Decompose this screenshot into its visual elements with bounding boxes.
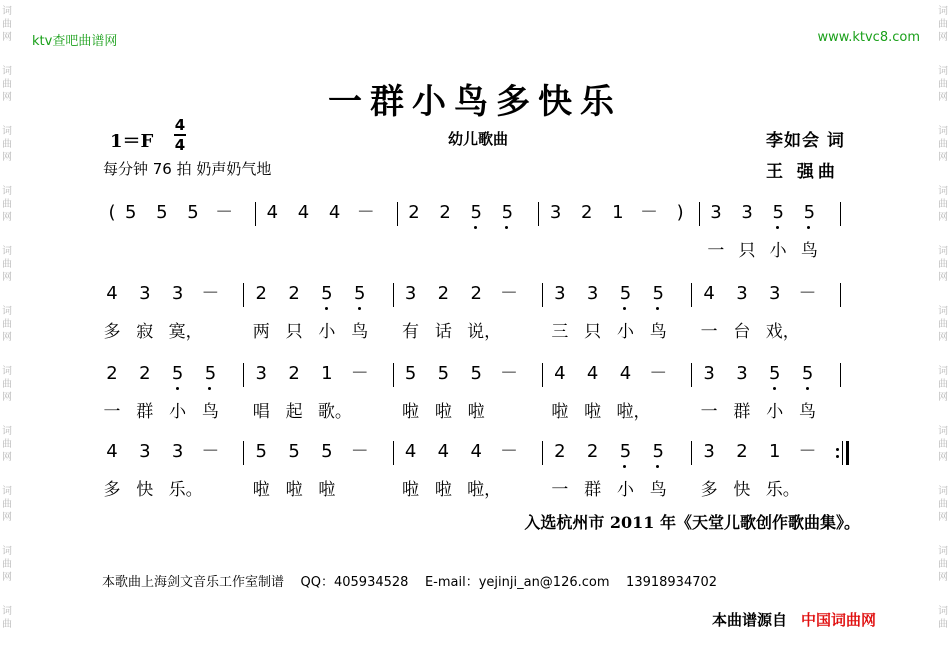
watermark-char: 网 bbox=[938, 452, 948, 463]
watermark-char: 词 bbox=[2, 366, 12, 377]
low-octave-dot bbox=[623, 307, 626, 310]
note: 2 bbox=[255, 283, 267, 304]
watermark-char: 曲 bbox=[938, 499, 948, 510]
lyric-char: 小 bbox=[769, 241, 787, 261]
score-row bbox=[0, 283, 950, 343]
watermark-char: 曲 bbox=[2, 499, 12, 510]
composer-credit: 王 强曲 bbox=[766, 162, 839, 182]
watermark-char: 网 bbox=[2, 212, 12, 223]
score-row bbox=[0, 363, 950, 423]
lyric-char: 戏， bbox=[765, 322, 800, 342]
lyric-char: 啦 bbox=[318, 480, 336, 500]
note: 3 bbox=[769, 283, 781, 304]
lyric-char: 鸟 bbox=[649, 480, 667, 500]
tempo-marking: 每分钟 76 拍 奶声奶气地 bbox=[103, 160, 272, 178]
note: 5 bbox=[797, 202, 821, 224]
key-signature: 1＝F bbox=[110, 131, 154, 152]
watermark-char: 曲 bbox=[2, 199, 12, 210]
note: 3 bbox=[554, 283, 566, 304]
score-row bbox=[0, 441, 950, 501]
note: 1 bbox=[769, 441, 781, 462]
note: 5 bbox=[495, 202, 519, 224]
lyric-char: 台 bbox=[733, 322, 751, 342]
lyric-char: 两 bbox=[252, 322, 270, 342]
note: 2 bbox=[736, 441, 748, 462]
watermark-char: 曲 bbox=[938, 619, 948, 630]
watermark-char: 词 bbox=[938, 306, 948, 317]
lyric-char: 鸟 bbox=[649, 322, 667, 342]
lyric-char: 只 bbox=[285, 322, 303, 342]
note: 4 bbox=[404, 441, 417, 462]
watermark-char: 曲 bbox=[938, 319, 948, 330]
note: 5 bbox=[315, 283, 339, 305]
dash-extension: － bbox=[350, 441, 369, 462]
lyric-char: 啦 bbox=[584, 402, 602, 422]
watermark-char: 网 bbox=[2, 92, 12, 103]
note: 5 bbox=[470, 363, 482, 384]
note: 3 bbox=[741, 202, 753, 223]
watermark-char: 曲 bbox=[938, 139, 948, 150]
time-signature-top: 4 bbox=[174, 116, 186, 134]
barline bbox=[243, 441, 244, 465]
lyric-char: 小 bbox=[318, 322, 336, 342]
note: 2 bbox=[288, 363, 300, 384]
lyric-char: 一 bbox=[103, 402, 121, 422]
lyric-char: 寂 bbox=[136, 322, 154, 342]
barline bbox=[840, 363, 841, 387]
lyric-char: 小 bbox=[616, 322, 634, 342]
note: 2 bbox=[288, 283, 300, 304]
source-brand[interactable]: 中国词曲网 bbox=[801, 611, 877, 629]
watermark-char: 网 bbox=[2, 452, 12, 463]
watermark-char: 词 bbox=[2, 66, 12, 77]
note: 4 bbox=[106, 441, 118, 462]
watermark-char: 网 bbox=[2, 152, 12, 163]
watermark-char: 词 bbox=[2, 186, 12, 197]
note: 2 bbox=[139, 363, 151, 384]
lyric-char: 乐。 bbox=[765, 480, 800, 500]
watermark-char: 词 bbox=[938, 426, 948, 437]
watermark-char: 词 bbox=[2, 546, 12, 557]
note: 5 bbox=[187, 202, 199, 223]
note: 5 bbox=[288, 441, 300, 462]
note: 2 bbox=[586, 441, 599, 462]
watermark-char: 词 bbox=[2, 606, 12, 617]
lyricist-credit: 李如会 词 bbox=[766, 131, 845, 151]
note: 3 bbox=[736, 363, 748, 384]
note: 2 bbox=[437, 283, 450, 304]
watermark-char: 网 bbox=[2, 272, 12, 283]
note: 2 bbox=[439, 202, 451, 223]
lyric-char: 话 bbox=[434, 322, 452, 342]
note: 5 bbox=[255, 441, 267, 462]
bracket-mark: ( bbox=[108, 202, 116, 223]
lyric-char: 啦 bbox=[402, 480, 420, 500]
barline bbox=[691, 441, 692, 465]
barline bbox=[840, 283, 841, 307]
watermark-char: 网 bbox=[938, 512, 948, 523]
low-octave-dot bbox=[807, 226, 810, 229]
watermark-char: 网 bbox=[2, 32, 12, 43]
low-octave-dot bbox=[208, 387, 211, 390]
note: 5 bbox=[613, 441, 637, 463]
watermark-char: 曲 bbox=[2, 259, 12, 270]
barline bbox=[542, 441, 543, 465]
watermark-char: 词 bbox=[2, 126, 12, 137]
lyric-char: 快 bbox=[136, 480, 154, 500]
watermark-char: 网 bbox=[938, 332, 948, 343]
note: 5 bbox=[404, 363, 417, 384]
note: 2 bbox=[554, 441, 566, 462]
lyric-char: 一 bbox=[707, 241, 725, 261]
watermark-char: 曲 bbox=[938, 19, 948, 30]
watermark-char: 词 bbox=[2, 306, 12, 317]
note: 2 bbox=[580, 202, 593, 223]
lyric-char: 一 bbox=[551, 480, 569, 500]
watermark-char: 词 bbox=[938, 366, 948, 377]
watermark-char: 词 bbox=[2, 6, 12, 17]
note: 5 bbox=[646, 441, 670, 463]
low-octave-dot bbox=[773, 387, 776, 390]
source-line bbox=[712, 609, 876, 630]
lyric-char: 啦 bbox=[551, 402, 569, 422]
lyric-char: 多 bbox=[103, 322, 121, 342]
note: 3 bbox=[404, 283, 417, 304]
low-octave-dot bbox=[776, 226, 779, 229]
watermark-char: 网 bbox=[938, 152, 948, 163]
watermark-char: 词 bbox=[938, 246, 948, 257]
lyric-char: 起 bbox=[285, 402, 303, 422]
watermark-char: 曲 bbox=[2, 559, 12, 570]
dash-extension: － bbox=[499, 283, 518, 304]
low-octave-dot bbox=[656, 465, 659, 468]
note: 4 bbox=[106, 283, 118, 304]
note: 5 bbox=[613, 283, 637, 305]
watermark-char: 词 bbox=[2, 486, 12, 497]
barline bbox=[255, 202, 256, 226]
lyric-char: 小 bbox=[616, 480, 634, 500]
note: 5 bbox=[796, 363, 820, 385]
lyric-char: 啦， bbox=[616, 402, 651, 422]
lyric-char: 乐。 bbox=[168, 480, 203, 500]
watermark-char: 曲 bbox=[2, 319, 12, 330]
lyric-char: 唱 bbox=[252, 402, 270, 422]
watermark-char: 网 bbox=[2, 392, 12, 403]
low-octave-dot bbox=[358, 307, 361, 310]
note: 4 bbox=[470, 441, 482, 462]
dash-extension: － bbox=[798, 283, 817, 304]
watermark-char: 曲 bbox=[938, 79, 948, 90]
low-octave-dot bbox=[623, 465, 626, 468]
note: 1 bbox=[321, 363, 333, 384]
watermark-char: 曲 bbox=[938, 559, 948, 570]
watermark-char: 曲 bbox=[938, 259, 948, 270]
note: 4 bbox=[619, 363, 632, 384]
note: 3 bbox=[171, 283, 184, 304]
note: 4 bbox=[703, 283, 715, 304]
lyric-char: 有 bbox=[402, 322, 420, 342]
dash-extension: － bbox=[201, 283, 220, 304]
watermark-char: 词 bbox=[938, 606, 948, 617]
lyric-char: 群 bbox=[584, 480, 602, 500]
watermark-char: 词 bbox=[2, 426, 12, 437]
lyric-char: 啦 bbox=[402, 402, 420, 422]
dash-extension: － bbox=[649, 363, 668, 384]
lyric-char: 鸟 bbox=[351, 322, 369, 342]
dash-extension: － bbox=[798, 441, 817, 462]
low-octave-dot bbox=[176, 387, 179, 390]
lyric-char: 啦 bbox=[434, 402, 452, 422]
note: 4 bbox=[328, 202, 341, 223]
lyric-char: 小 bbox=[766, 402, 784, 422]
repeat-dot bbox=[836, 455, 839, 458]
lyric-char: 三 bbox=[551, 322, 569, 342]
note: 4 bbox=[297, 202, 310, 223]
note: 5 bbox=[166, 363, 190, 385]
watermark-char: 词 bbox=[2, 246, 12, 257]
song-genre: 幼儿歌曲 bbox=[448, 130, 509, 148]
repeat-dot bbox=[836, 448, 839, 451]
lyric-char: 啦 bbox=[434, 480, 452, 500]
dash-extension: － bbox=[215, 202, 234, 223]
barline bbox=[691, 363, 692, 387]
note: 3 bbox=[139, 283, 151, 304]
lyric-char: 说， bbox=[467, 322, 502, 342]
low-octave-dot bbox=[656, 307, 659, 310]
dash-extension: － bbox=[499, 363, 518, 384]
note: 5 bbox=[464, 202, 488, 224]
note: 2 bbox=[470, 283, 482, 304]
barline bbox=[691, 283, 692, 307]
note: 5 bbox=[763, 363, 787, 385]
thin-bar bbox=[842, 441, 843, 465]
lyric-char: 群 bbox=[733, 402, 751, 422]
watermark-char: 曲 bbox=[2, 379, 12, 390]
barline bbox=[397, 202, 398, 226]
barline bbox=[393, 363, 394, 387]
lyric-char: 鸟 bbox=[800, 241, 818, 261]
note: 3 bbox=[255, 363, 267, 384]
note: 5 bbox=[156, 202, 168, 223]
note: 5 bbox=[124, 202, 137, 223]
dash-extension: － bbox=[350, 363, 369, 384]
lyric-char: 歌。 bbox=[317, 402, 352, 422]
lyric-char: 寞， bbox=[168, 322, 203, 342]
watermark-char: 词 bbox=[938, 66, 948, 77]
lyric-char: 快 bbox=[733, 480, 751, 500]
barline bbox=[840, 202, 841, 226]
watermark-char: 网 bbox=[938, 572, 948, 583]
note: 3 bbox=[736, 283, 748, 304]
watermark-char: 曲 bbox=[938, 379, 948, 390]
site-url-right[interactable]: www.ktvc8.com bbox=[817, 30, 920, 45]
watermark-char: 曲 bbox=[2, 439, 12, 450]
note: 3 bbox=[586, 283, 599, 304]
note: 4 bbox=[266, 202, 279, 223]
note: 5 bbox=[437, 363, 450, 384]
watermark-char: 词 bbox=[938, 126, 948, 137]
watermark-char: 网 bbox=[2, 512, 12, 523]
bracket-mark: ) bbox=[676, 202, 684, 223]
note: 2 bbox=[408, 202, 420, 223]
note: 5 bbox=[198, 363, 222, 385]
watermark-char: 曲 bbox=[938, 199, 948, 210]
note: 5 bbox=[646, 283, 670, 305]
lyric-char: 一 bbox=[700, 322, 718, 342]
dash-extension: － bbox=[201, 441, 220, 462]
thick-bar bbox=[846, 441, 849, 465]
barline bbox=[699, 202, 700, 226]
low-octave-dot bbox=[806, 387, 809, 390]
note: 2 bbox=[106, 363, 118, 384]
note: 3 bbox=[549, 202, 562, 223]
low-octave-dot bbox=[505, 226, 508, 229]
low-octave-dot bbox=[325, 307, 328, 310]
low-octave-dot bbox=[474, 226, 477, 229]
note: 3 bbox=[710, 202, 722, 223]
note: 5 bbox=[321, 441, 333, 462]
lyric-char: 啦 bbox=[467, 402, 485, 422]
note: 4 bbox=[437, 441, 450, 462]
watermark-char: 网 bbox=[938, 212, 948, 223]
score-row bbox=[0, 202, 950, 262]
watermark-char: 网 bbox=[938, 32, 948, 43]
watermark-char: 网 bbox=[938, 92, 948, 103]
watermark-char: 网 bbox=[2, 572, 12, 583]
lyric-char: 鸟 bbox=[799, 402, 817, 422]
note: 5 bbox=[348, 283, 372, 305]
note: 3 bbox=[139, 441, 151, 462]
watermark-char: 词 bbox=[938, 186, 948, 197]
time-signature-bottom: 4 bbox=[174, 136, 186, 154]
note: 1 bbox=[612, 202, 624, 223]
site-name-left: ktv查吧曲谱网 bbox=[32, 34, 118, 49]
note: 5 bbox=[766, 202, 790, 224]
barline bbox=[542, 283, 543, 307]
lyric-char: 小 bbox=[169, 402, 187, 422]
note: 3 bbox=[171, 441, 184, 462]
time-signature bbox=[173, 118, 187, 152]
watermark-char: 曲 bbox=[938, 439, 948, 450]
lyric-char: 只 bbox=[738, 241, 756, 261]
song-title: 一群小鸟多快乐 bbox=[328, 82, 622, 122]
lyric-char: 啦 bbox=[252, 480, 270, 500]
barline bbox=[538, 202, 539, 226]
lyric-char: 多 bbox=[700, 480, 718, 500]
dash-extension: － bbox=[356, 202, 375, 223]
note: 4 bbox=[586, 363, 599, 384]
watermark-char: 词 bbox=[938, 6, 948, 17]
lyric-char: 群 bbox=[136, 402, 154, 422]
dash-extension: － bbox=[639, 202, 658, 223]
watermark-char: 网 bbox=[938, 392, 948, 403]
barline bbox=[243, 363, 244, 387]
watermark-char: 曲 bbox=[2, 619, 12, 630]
source-label: 本曲谱源自 bbox=[712, 611, 788, 629]
lyric-char: 鸟 bbox=[201, 402, 219, 422]
lyric-char: 只 bbox=[584, 322, 602, 342]
lyric-char: 一 bbox=[700, 402, 718, 422]
watermark-char: 曲 bbox=[2, 79, 12, 90]
barline bbox=[393, 283, 394, 307]
note: 3 bbox=[703, 363, 715, 384]
repeat-end-barline bbox=[836, 441, 850, 465]
watermark-char: 曲 bbox=[2, 139, 12, 150]
barline bbox=[243, 283, 244, 307]
lyric-char: 啦， bbox=[467, 480, 502, 500]
lyric-char: 多 bbox=[103, 480, 121, 500]
watermark-char: 词 bbox=[938, 546, 948, 557]
dash-extension: － bbox=[499, 441, 518, 462]
watermark-char: 词 bbox=[938, 486, 948, 497]
watermark-char: 曲 bbox=[2, 19, 12, 30]
barline bbox=[393, 441, 394, 465]
transcription-credit: 本歌曲上海剑文音乐工作室制谱 QQ：405934528 E-mail：yejinji_an@126.com 13918934702 bbox=[102, 575, 718, 590]
barline bbox=[542, 363, 543, 387]
watermark-char: 网 bbox=[2, 332, 12, 343]
publication-note: 入选杭州市 2011 年《天堂儿歌创作歌曲集》。 bbox=[524, 513, 860, 532]
lyric-char: 啦 bbox=[285, 480, 303, 500]
note: 4 bbox=[554, 363, 566, 384]
watermark-char: 网 bbox=[938, 272, 948, 283]
note: 3 bbox=[703, 441, 715, 462]
